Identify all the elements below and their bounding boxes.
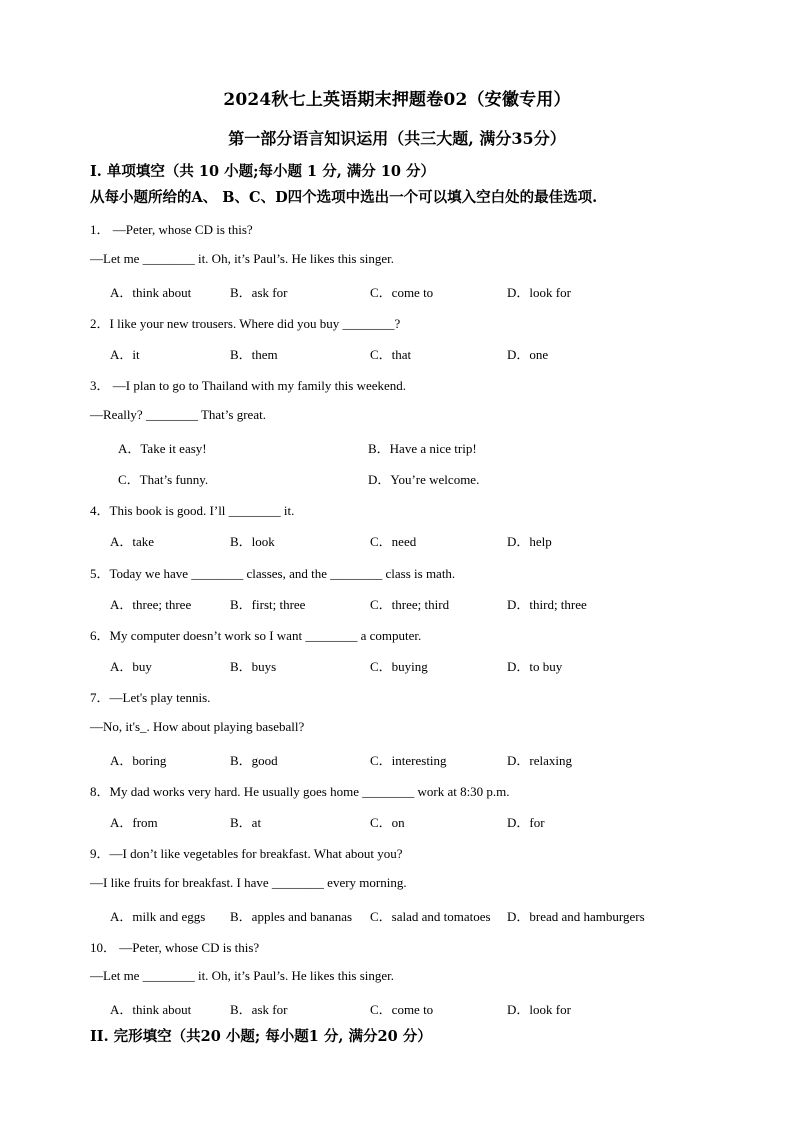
- option-d[interactable]: D．look for: [507, 1002, 571, 1017]
- option-b[interactable]: B．look: [230, 534, 275, 549]
- question-line: —I like fruits for breakfast. I have ________ every morning.: [90, 875, 407, 890]
- question-line: 4．This book is good. I’ll ________ it.: [90, 503, 295, 518]
- option-d[interactable]: D．to buy: [507, 659, 563, 674]
- question-line: 1． —Peter, whose CD is this?: [90, 222, 253, 237]
- question-line: —Let me ________ it. Oh, it’s Paul’s. He likes this singer.: [90, 968, 395, 983]
- section-1-heading: I. 单项填空（共 10 小题;每小题 1 分, 满分 10 分）: [90, 163, 436, 180]
- option-b[interactable]: B．first; three: [230, 597, 306, 612]
- option-c[interactable]: C．come to: [370, 1002, 434, 1017]
- part-subtitle: 第一部分语言知识运用（共三大题, 满分35分）: [228, 129, 566, 148]
- option-c[interactable]: C．That’s funny.: [118, 472, 209, 487]
- question-line: 5．Today we have ________ classes, and the ________ class is math.: [90, 566, 456, 581]
- question-line: 3． —I plan to go to Thailand with my family this weekend.: [90, 378, 407, 393]
- question-line: 10． —Peter, whose CD is this?: [90, 940, 260, 955]
- option-d[interactable]: D．relaxing: [507, 753, 572, 768]
- option-d[interactable]: D．third; three: [507, 597, 587, 612]
- option-a[interactable]: A．three; three: [110, 597, 192, 612]
- option-c[interactable]: C．interesting: [370, 753, 447, 768]
- question-line: 8．My dad works very hard. He usually goes home ________ work at 8:30 p.m.: [90, 784, 510, 799]
- question-line: —Really? ________ That’s great.: [90, 407, 266, 422]
- option-d[interactable]: D．one: [507, 347, 549, 362]
- option-a[interactable]: A．milk and eggs: [110, 909, 206, 924]
- option-b[interactable]: B．good: [230, 753, 278, 768]
- option-b[interactable]: B．apples and bananas: [230, 909, 353, 924]
- option-c[interactable]: C．salad and tomatoes: [370, 909, 491, 924]
- option-c[interactable]: C．come to: [370, 285, 434, 300]
- exam-title: 2024秋七上英语期末押题卷02（安徽专用）: [223, 90, 571, 110]
- question-line: 7．—Let's play tennis.: [90, 690, 211, 705]
- option-b[interactable]: B．them: [230, 347, 278, 362]
- question-line: 2．I like your new trousers. Where did you buy ________?: [90, 316, 401, 331]
- option-a[interactable]: A．Take it easy!: [118, 441, 207, 456]
- option-d[interactable]: D．for: [507, 815, 545, 830]
- option-a[interactable]: A．boring: [110, 753, 167, 768]
- option-d[interactable]: D．You’re welcome.: [368, 472, 480, 487]
- question-line: 6．My computer doesn’t work so I want ________ a computer.: [90, 628, 422, 643]
- option-d[interactable]: D．help: [507, 534, 552, 549]
- section-1-instruction: 从每小题所给的A、 B、C、D四个选项中选出一个可以填入空白处的最佳选项.: [90, 189, 598, 206]
- option-c[interactable]: C．on: [370, 815, 405, 830]
- option-b[interactable]: B．ask for: [230, 1002, 288, 1017]
- option-b[interactable]: B．at: [230, 815, 262, 830]
- option-b[interactable]: B．Have a nice trip!: [368, 441, 477, 456]
- question-line: —Let me ________ it. Oh, it’s Paul’s. He likes this singer.: [90, 251, 395, 266]
- option-b[interactable]: B．ask for: [230, 285, 288, 300]
- option-a[interactable]: A．from: [110, 815, 158, 830]
- option-d[interactable]: D．look for: [507, 285, 571, 300]
- option-c[interactable]: C．that: [370, 347, 412, 362]
- section-2-heading: II. 完形填空（共20 小题; 每小题1 分, 满分20 分）: [90, 1028, 432, 1045]
- option-b[interactable]: B．buys: [230, 659, 277, 674]
- option-c[interactable]: C．need: [370, 534, 417, 549]
- option-a[interactable]: A．it: [110, 347, 140, 362]
- option-a[interactable]: A．think about: [110, 1002, 192, 1017]
- question-line: 9．—I don’t like vegetables for breakfast. What about you?: [90, 846, 403, 861]
- option-d[interactable]: D．bread and hamburgers: [507, 909, 645, 924]
- option-c[interactable]: C．buying: [370, 659, 428, 674]
- option-c[interactable]: C．three; third: [370, 597, 450, 612]
- option-a[interactable]: A．take: [110, 534, 155, 549]
- option-a[interactable]: A．think about: [110, 285, 192, 300]
- option-a[interactable]: A．buy: [110, 659, 152, 674]
- question-line: —No, it's_. How about playing baseball?: [90, 719, 305, 734]
